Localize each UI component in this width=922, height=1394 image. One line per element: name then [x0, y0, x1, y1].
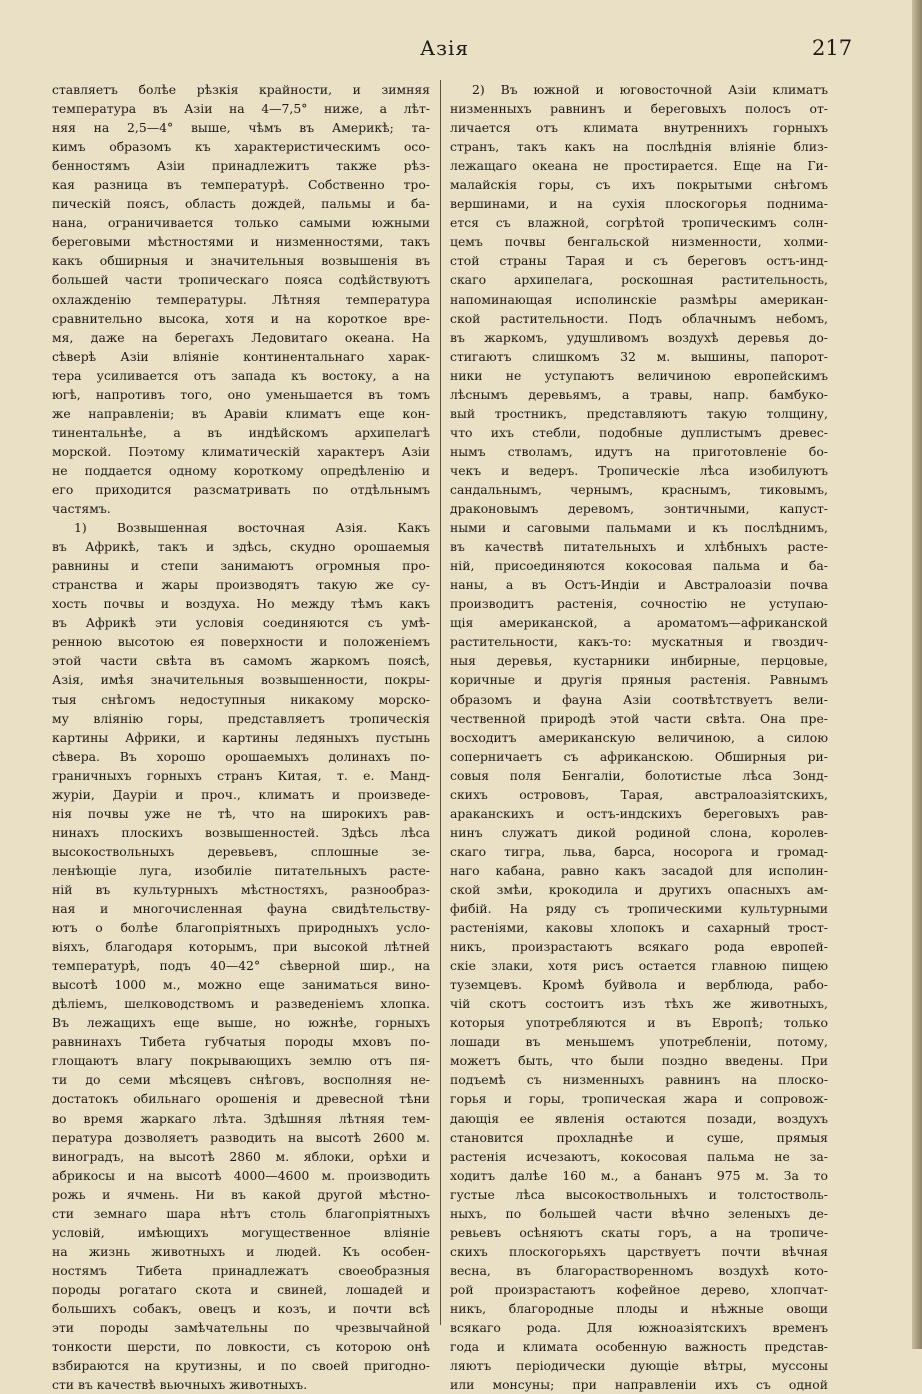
- text-line: взбираются на крутизны, и по своей пригодно-: [52, 1358, 430, 1374]
- text-line: Азія, имѣя значительныя возвышенности, покры-: [52, 672, 430, 688]
- right-column: [450, 80, 828, 1394]
- text-line: скіе злаки, хотя рисъ остается главною пищею: [450, 958, 828, 974]
- text-line: дающія ее явленія остаются позади, воздухъ: [450, 1110, 828, 1126]
- text-line: наго кабана, равно какъ засадой для исполин-: [450, 862, 828, 878]
- text-line: скихъ плоскогорьяхъ царствуетъ почти вѣчная: [450, 1243, 828, 1259]
- text-line: растеніями, каковы хлопокъ и сахарный трост-: [450, 920, 828, 936]
- text-line: ходитъ далѣе 160 м., а бананъ 975 м. За то: [450, 1167, 828, 1183]
- text-line: 1) Возвышенная восточная Азія. Какъ: [74, 520, 430, 536]
- text-line: что ихъ стебли, подобные дуплистымъ древес-: [450, 424, 828, 440]
- text-line: ная и многочисленная фауна свидѣтельству-: [52, 901, 430, 917]
- text-line: эти породы замѣчательны по чрезвычайной: [52, 1320, 430, 1336]
- text-line: или монсуны; при направленіи ихъ съ одной: [450, 1377, 828, 1393]
- text-line: весна, въ благорастворенномъ воздухѣ кото-: [450, 1262, 828, 1278]
- text-line: температурѣ, подъ 40—42° сѣверной шир., на: [52, 958, 430, 974]
- text-line: температура въ Азіи на 4—7,5° ниже, а лѣт-: [52, 101, 430, 117]
- text-line: въ качествѣ питательныхъ и хлѣбныхъ расте-: [450, 539, 828, 555]
- text-line: щія американской, а ароматомъ—африканской: [450, 615, 828, 631]
- text-line: напоминающая исполинскіе размѣры американ-: [450, 291, 828, 307]
- text-line: ными и саговыми пальмами и къ послѣднимъ,: [450, 520, 828, 536]
- running-head: [0, 36, 922, 66]
- text-line: чій скотъ состоитъ изъ тѣхъ же животныхъ,: [450, 996, 828, 1012]
- text-line: въ жаркомъ, удушливомъ воздухѣ деревья до-: [450, 329, 828, 345]
- text-line: дѣліемъ, шелководствомъ и разведеніемъ хлопка.: [52, 996, 430, 1012]
- text-line: няя на 2,5—4° выше, чѣмъ въ Америкѣ; та-: [52, 120, 430, 136]
- text-line: производитъ растенія, сочностію не уступаю-: [450, 596, 828, 612]
- text-line: ній, присоединяются кокосовая пальма и ба-: [450, 558, 828, 574]
- text-line: скаго архипелага, роскошная растительность,: [450, 272, 828, 288]
- running-title: Азія: [420, 36, 470, 60]
- text-line: ренною высотою ея поверхности и положеніемъ: [52, 634, 430, 650]
- text-line: никъ, благородные плоды и нѣжные овощи: [450, 1301, 828, 1316]
- text-line: ставляетъ болѣе рѣзкія крайности, и зимняя: [52, 82, 430, 97]
- text-line: сравнительно высока, хотя и на короткое вре-: [52, 310, 430, 326]
- text-line: породы рогатаго скота и свиней, лошадей и: [52, 1281, 430, 1297]
- text-line: хость почвы и воздуха. Но между тѣмъ какъ: [52, 596, 430, 612]
- text-line: большихъ собакъ, овецъ и козъ, и почти всѣ: [52, 1301, 430, 1316]
- text-line: соперничаетъ съ африканскою. Обширныя ри-: [450, 748, 828, 764]
- text-line: восходитъ американскую величиною, а силою: [450, 729, 828, 745]
- text-line: густые лѣса высокоствольныхъ и толстостволь-: [450, 1186, 828, 1202]
- text-line: рожь и ячмень. Ни въ какой другой мѣстно-: [52, 1186, 430, 1202]
- text-line: глощаютъ влагу покрывающихъ землю отъ пя-: [52, 1053, 430, 1069]
- text-line: сѣверѣ Азіи вліяніе континентальнаго харак-: [52, 348, 430, 364]
- text-line: береговыми мѣстностями и низменностями, такъ: [52, 234, 430, 250]
- text-line: нана, ограничивается только самыми южными: [52, 215, 430, 231]
- text-line: ютъ о болѣе благопріятныхъ природныхъ усло-: [52, 920, 430, 936]
- text-line: никъ, произрастаютъ всякаго рода европей-: [450, 939, 828, 955]
- text-line: совыя поля Бенгаліи, болотистые лѣса Зонд-: [450, 767, 828, 783]
- text-line: растительности, какъ-то: мускатныя и гвоздич-: [450, 634, 828, 650]
- text-line: низменныхъ равнинъ и береговыхъ полосъ от-: [450, 101, 828, 117]
- text-line: тинентальнѣе, а въ индѣйскомъ архипелагѣ: [52, 424, 430, 440]
- text-line: равнинахъ Тибета губчатыя породы мховъ по-: [52, 1034, 430, 1050]
- text-line: ется съ влажной, согрѣтой тропическимъ солн-: [450, 215, 828, 231]
- text-line: коричные и другія пряныя растенія. Равнымъ: [450, 672, 828, 688]
- text-line: странства и жары производятъ такую же су-: [52, 577, 430, 593]
- text-line: бенностямъ Азіи принадлежитъ также рѣз-: [52, 158, 430, 174]
- text-line: подъемѣ съ низменныхъ равнинъ на плоско-: [450, 1072, 828, 1088]
- text-line: растенія исчезаютъ, кокосовая пальма не за-: [450, 1148, 828, 1164]
- left-column: [52, 80, 430, 1394]
- text-line: ленѣющіе луга, изобиліе питательныхъ расте-: [52, 862, 430, 878]
- text-line: журіи, Дауріи и проч., климатъ и произведе-: [52, 786, 430, 802]
- text-line: ностямъ Тибета принадлежатъ своеобразныя: [52, 1262, 430, 1278]
- text-line: сти земнаго шара нѣтъ столь благопріятныхъ: [52, 1205, 430, 1221]
- text-line: цемъ почвы бенгальской низменности, холми-: [450, 234, 828, 250]
- text-line: сандальнымъ, чернымъ, краснымъ, тиковымъ,: [450, 481, 828, 497]
- text-line: скихъ острововъ, Тарая, австралоазіятскихъ,: [450, 786, 828, 802]
- text-line: ній въ культурныхъ мѣстностяхъ, разнообраз-: [52, 881, 430, 897]
- text-line: кая разница въ температурѣ. Собственно тро-: [52, 177, 430, 193]
- text-line: стигаютъ слишкомъ 32 м. вышины, папорот-: [450, 348, 828, 364]
- text-line: тонкости шерсти, по ловкости, съ которою онѣ: [52, 1339, 430, 1355]
- text-line: лошади въ меньшемъ употребленіи, потому,: [450, 1034, 828, 1050]
- text-line: какъ обширныя и значительныя возвышенія въ: [52, 253, 430, 269]
- text-line: чекъ и ведеръ. Тропическіе лѣса изобилуютъ: [450, 462, 828, 478]
- text-line: чественной природѣ этой части свѣта. Она пре-: [450, 710, 828, 726]
- text-line: горья и горы, тропическая жара и сопровож-: [450, 1091, 828, 1107]
- text-line: становится прохладнѣе и суше, прямыя: [450, 1129, 828, 1145]
- text-line: ти до семи мѣсяцевъ снѣговъ, восполняя не-: [52, 1072, 430, 1088]
- text-line: скаго тигра, льва, барса, носорога и громад-: [450, 843, 828, 859]
- text-line: въ Африкѣ, такъ и здѣсь, скудно орошаемыя: [52, 539, 430, 555]
- text-line: ской растительности. Подъ облачнымъ небомъ,: [450, 310, 828, 326]
- text-line: віяхъ, благодаря которымъ, при высокой лѣтней: [52, 939, 430, 955]
- text-line: драконовымъ деревомъ, зонтичными, капуст-: [450, 501, 828, 517]
- text-line: же направленіи; въ Аравіи климатъ еще кон-: [52, 405, 430, 421]
- text-line: не поддается одному короткому опредѣленію и: [52, 462, 430, 478]
- text-line: картины Африки, и картины ледяныхъ пустынь: [52, 729, 430, 745]
- text-line: наны, а въ Остъ-Индіи и Австралоазіи почва: [450, 577, 828, 593]
- text-line: образомъ и фауна Азіи соотвѣтствуетъ вели-: [450, 691, 828, 707]
- text-line: высотѣ 1000 м., можно еще заниматься вино-: [52, 977, 430, 993]
- text-line: нинахъ плоскихъ возвышенностей. Здѣсь лѣса: [52, 824, 430, 840]
- text-line: высокоствольныхъ деревьевъ, сплошные зе-: [52, 843, 430, 859]
- text-line: вершинами, и на сухія плоскогорья поднима-: [450, 196, 828, 212]
- text-line: ской змѣи, крокодила и другихъ опасныхъ ам-: [450, 881, 828, 897]
- text-line: сѣвера. Въ хорошо орошаемыхъ долинахъ по-: [52, 748, 430, 764]
- page-number: 217: [812, 36, 853, 60]
- text-line: вый тростникъ, представляютъ такую толщину,: [450, 405, 828, 421]
- page-edge-shadow: [912, 0, 922, 1349]
- text-line: въ Африкѣ эти условія соединяются съ умѣ-: [52, 615, 430, 631]
- text-line: граничныхъ горныхъ странъ Китая, т. е. Манд-: [52, 767, 430, 783]
- text-line: пература дозволяетъ разводить на высотѣ 2600 м.: [52, 1129, 430, 1145]
- text-line: тера усиливается отъ запада къ востоку, а на: [52, 367, 430, 383]
- text-line: равнины и степи занимаютъ огромныя про-: [52, 558, 430, 574]
- text-line: условій, имѣющихъ могущественное вліяніе: [52, 1224, 430, 1240]
- text-line: охлажденію температуры. Лѣтняя температура: [52, 291, 430, 307]
- text-line: достатокъ обильнаго орошенія и древесной тѣни: [52, 1091, 430, 1107]
- text-line: нымъ стволамъ, идутъ на приготовленіе бо-: [450, 443, 828, 459]
- text-line: ники не уступаютъ величиною европейскимъ: [450, 367, 828, 383]
- text-line: пическій поясъ, область дождей, пальмы и ба-: [52, 196, 430, 212]
- text-line: 2) Въ южной и юговосточной Азіи климатъ: [472, 82, 828, 97]
- text-line: этой части свѣта въ самомъ жаркомъ поясѣ,: [52, 653, 430, 669]
- text-line: странъ, такъ какъ на послѣднія вліяніе близ-: [450, 139, 828, 155]
- text-line: года и климата особенную важность представ-: [450, 1339, 828, 1355]
- text-line: лѣснымъ деревьямъ, а травы, напр. бамбуко-: [450, 386, 828, 402]
- text-line: во время жаркаго лѣта. Здѣшняя лѣтняя тем-: [52, 1110, 430, 1126]
- text-line: нія почвы уже не тѣ, что на широкихъ рав-: [52, 805, 430, 821]
- text-line: фибій. На ряду съ тропическими культурными: [450, 901, 828, 917]
- text-line: Въ лежащихъ еще выше, но южнѣе, горныхъ: [52, 1015, 430, 1031]
- text-line: кимъ образомъ къ характеристическимъ осо-: [52, 139, 430, 155]
- text-line: морской. Поэтому климатическій характеръ Азіи: [52, 443, 430, 459]
- text-line: стой страны Тарая и съ береговъ остъ-инд-: [450, 253, 828, 269]
- column-divider: [440, 80, 441, 1325]
- text-line: абрикосы и на высотѣ 4000—4600 м. производить: [52, 1167, 430, 1183]
- text-line: всякаго рода. Для южноазіятскихъ временъ: [450, 1320, 828, 1336]
- text-line: рой произрастаютъ кофейное дерево, хлопчат-: [450, 1281, 828, 1297]
- text-line: мя, даже на берегахъ Ледовитаго океана. На: [52, 329, 430, 345]
- text-line: которыя употребляются и въ Европѣ; только: [450, 1015, 828, 1031]
- text-line: нинъ служатъ дикой родиной слона, королев-: [450, 824, 828, 840]
- text-line: сти въ качествѣ вьючныхъ животныхъ.: [52, 1377, 308, 1393]
- text-line: тыя снѣгомъ недоступныя никакому морско-: [52, 691, 430, 707]
- text-line: ныхъ, по большей части вѣчно зеленыхъ де-: [450, 1205, 828, 1221]
- text-line: его приходится разсматривать по отдѣльнымъ: [52, 481, 430, 497]
- text-line: виноградъ, на высотѣ 2860 м. яблоки, орѣхи и: [52, 1148, 430, 1164]
- text-line: можетъ быть, что были поздно введены. При: [450, 1053, 828, 1069]
- text-line: араканскихъ и остъ-индскихъ береговыхъ рав-: [450, 805, 828, 821]
- text-line: малайскія горы, съ ихъ покрытыми снѣгомъ: [450, 177, 828, 193]
- text-line: лежащаго океана не простирается. Еще на Ги-: [450, 158, 828, 174]
- text-line: частямъ.: [52, 501, 111, 517]
- text-line: личается отъ климата внутреннихъ горныхъ: [450, 120, 828, 136]
- text-line: ляютъ періодически дующіе вѣтры, муссоны: [450, 1358, 828, 1374]
- text-line: югѣ, напротивъ того, оно уменьшается въ томъ: [52, 386, 430, 402]
- text-line: туземцевъ. Кромѣ буйвола и верблюда, рабо-: [450, 977, 828, 993]
- text-line: му вліянію горы, представляетъ тропическія: [52, 710, 430, 726]
- text-line: ныя деревья, кустарники инбирные, перцовые,: [450, 653, 828, 669]
- text-line: ревьевъ осѣняютъ скаты горъ, а на тропиче-: [450, 1224, 828, 1240]
- text-line: большей части тропическаго пояса содѣйствуютъ: [52, 272, 430, 288]
- text-line: на жизнь животныхъ и людей. Къ особен-: [52, 1243, 430, 1259]
